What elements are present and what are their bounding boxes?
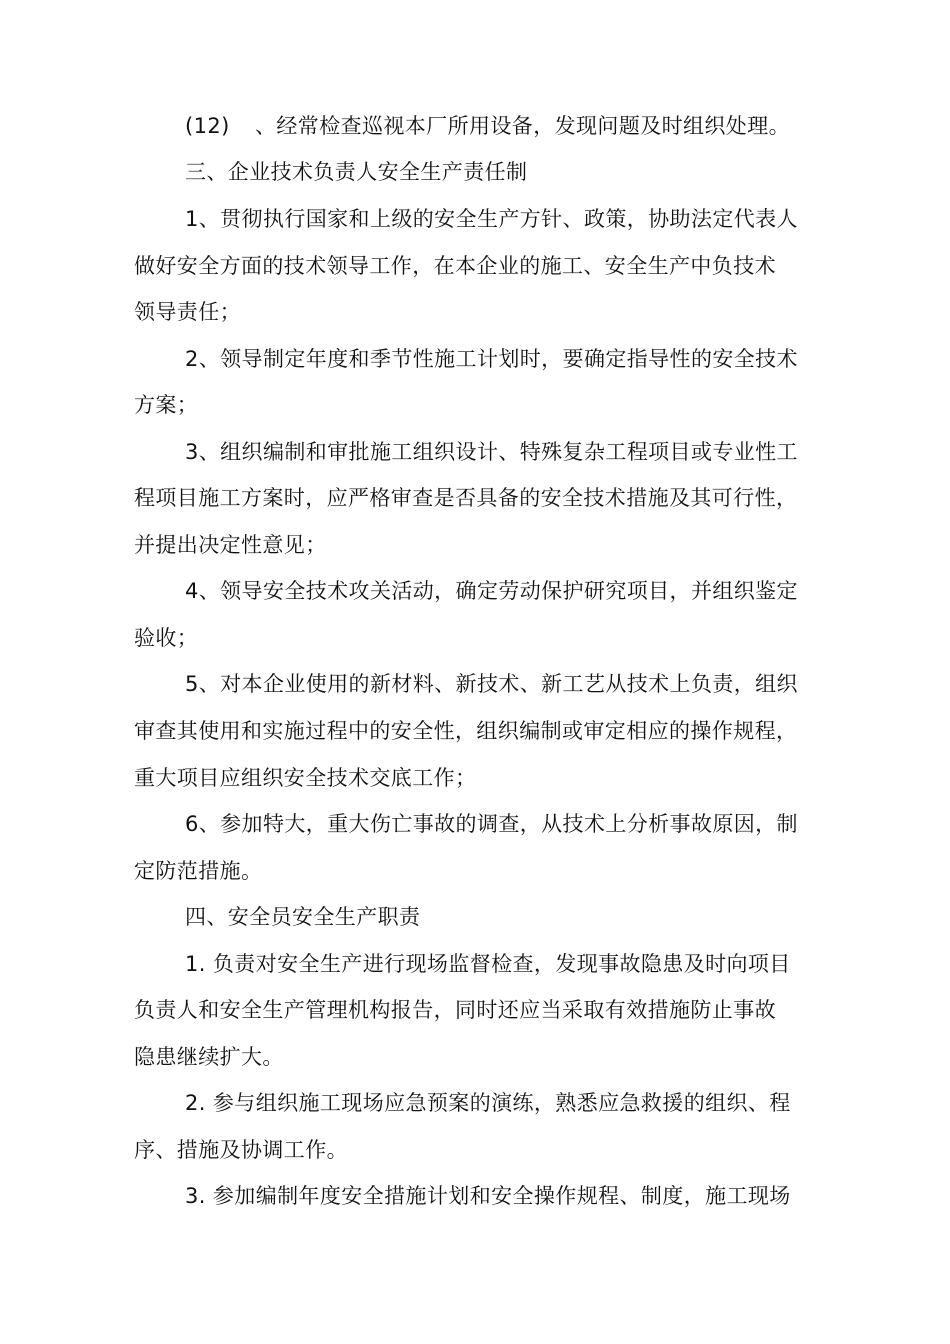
paragraph-line: 隐患继续扩大。 [134,1045,284,1069]
paragraph-line: 2、领导制定年度和季节性施工计划时，要确定指导性的安全技术 [185,347,798,371]
paragraph-line: 3、组织编制和审批施工组织设计、特殊复杂工程项目或专业性工 [185,440,798,464]
paragraph-line: 1. 负责对安全生产进行现场监督检查，发现事故隐患及时向项目 [185,952,791,976]
paragraph-line: 并提出决定性意见； [134,533,327,557]
paragraph-line: 做好安全方面的技术领导工作，在本企业的施工、安全生产中负技术 [134,254,776,278]
paragraph-line: 定防范措施。 [134,859,263,883]
paragraph-line: 2. 参与组织施工现场应急预案的演练，熟悉应急救援的组织、程 [185,1091,791,1115]
paragraph-line: 4、领导安全技术攻关活动，确定劳动保护研究项目，并组织鉴定 [185,579,798,603]
paragraph-line: 序、措施及协调工作。 [134,1138,348,1162]
paragraph-line: 重大项目应组织安全技术交底工作； [134,766,477,790]
paragraph-line: 审查其使用和实施过程中的安全性，组织编制或审定相应的操作规程， [134,719,798,743]
paragraph-line: 1、贯彻执行国家和上级的安全生产方针、政策，协助法定代表人 [185,207,798,231]
paragraph-line: 验收； [134,626,199,650]
paragraph-line: 3. 参加编制年度安全措施计划和安全操作规程、制度，施工现场 [185,1184,791,1208]
section-4-heading: 四、安全员安全生产职责 [185,905,421,929]
paragraph-line: 方案； [134,393,199,417]
paragraph-line: 负责人和安全生产管理机构报告，同时还应当采取有效措施防止事故 [134,998,776,1022]
item-text: 、经常检查巡视本厂所用设备，发现问题及时组织处理。 [255,114,790,138]
paragraph-line: 领导责任； [134,300,241,324]
item-number: (12) [185,114,230,138]
paragraph-line: 程项目施工方案时，应严格审查是否具备的安全技术措施及其可行性， [134,486,798,510]
paragraph-line: 5、对本企业使用的新材料、新技术、新工艺从技术上负责，组织 [185,672,798,696]
item-12 [185,111,790,141]
paragraph-line: 6、参加特大，重大伤亡事故的调查，从技术上分析事故原因，制 [185,812,798,836]
section-3-heading: 三、企业技术负责人安全生产责任制 [185,160,528,184]
